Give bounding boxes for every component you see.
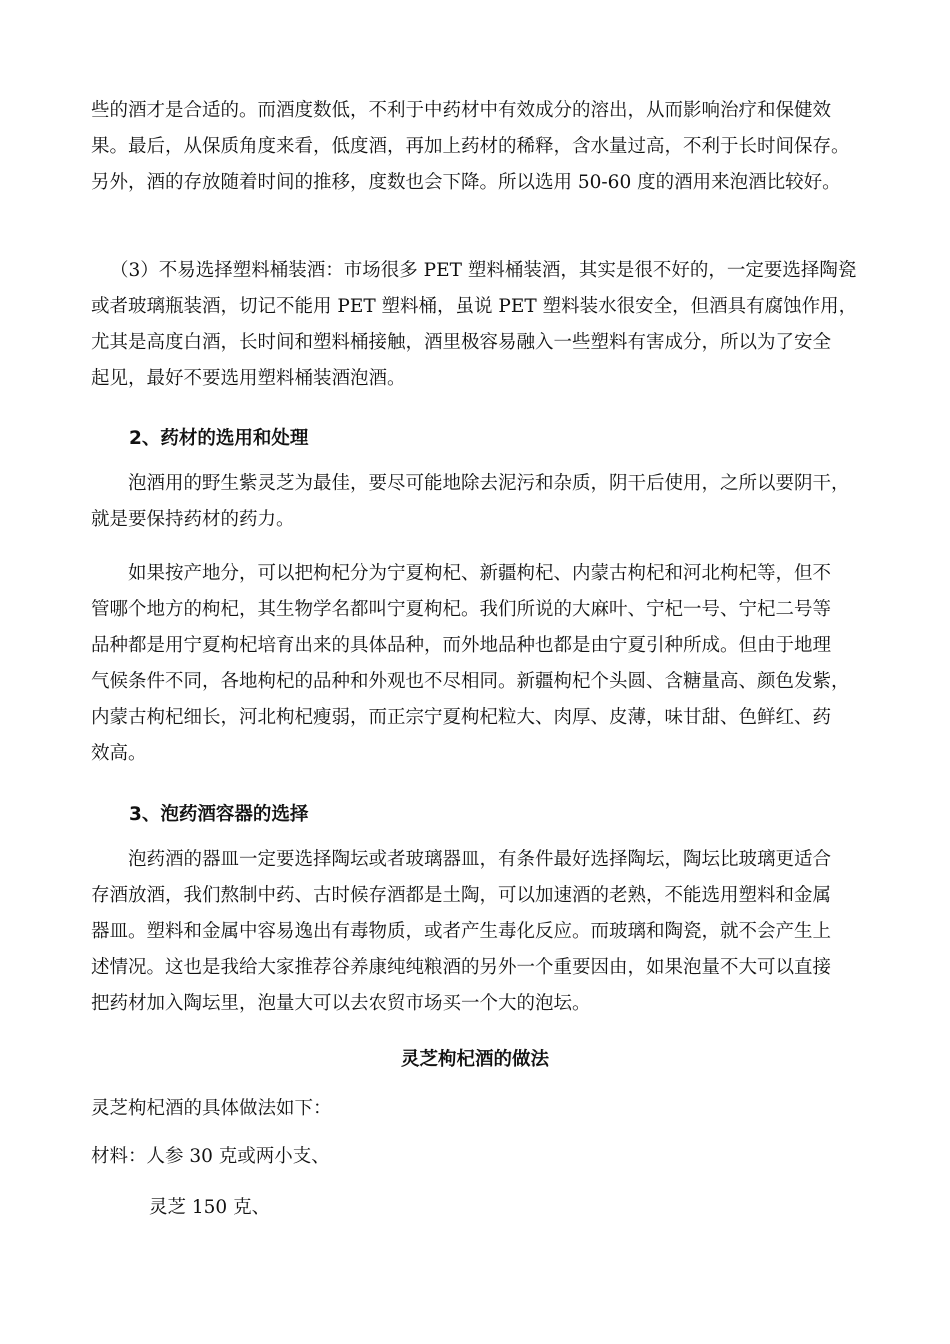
recipe-intro: 灵芝枸杞酒的具体做法如下：	[91, 1098, 332, 1119]
text-line: 就是要保持药材的药力。	[91, 509, 295, 530]
text-line: 品种都是用宁夏枸杞培育出来的具体品种，而外地品种也都是由宁夏引种所成。但由于地理	[91, 635, 832, 656]
materials-line: 材料：人参 30 克或两小支、	[91, 1146, 330, 1167]
paragraph-container	[91, 842, 861, 1022]
paragraph-alcohol-degree	[91, 93, 861, 201]
text-line: 泡药酒的器皿一定要选择陶坛或者玻璃器皿，有条件最好选择陶坛，陶坛比玻璃更适合	[128, 849, 832, 870]
text-line: 把药材加入陶坛里，泡量大可以去农贸市场买一个大的泡坛。	[91, 993, 591, 1014]
text-line: 效高。	[91, 743, 147, 764]
text-line: 尤其是高度白酒，长时间和塑料桶接触，酒里极容易融入一些塑料有害成分，所以为了安全	[91, 332, 832, 353]
section-heading-herbs: 2、药材的选用和处理	[129, 428, 309, 449]
section-heading-container: 3、泡药酒容器的选择	[129, 804, 309, 825]
text-line: （3）不易选择塑料桶装酒：市场很多 PET 塑料桶装酒，其实是很不好的，一定要选择陶瓷	[110, 260, 857, 281]
text-line: 些的酒才是合适的。而酒度数低，不利于中药材中有效成分的溶出，从而影响治疗和保健效	[91, 100, 832, 121]
paragraph-goji-origin	[91, 556, 861, 772]
text-line: 气候条件不同，各地枸杞的品种和外观也不尽相同。新疆枸杞个头圆、含糖量高、颜色发紫，	[91, 671, 850, 692]
text-line: 述情况。这也是我给大家推荐谷养康纯纯粮酒的另外一个重要因由，如果泡量不大可以直接	[91, 957, 832, 978]
materials-item: 灵芝 150 克、	[149, 1197, 271, 1218]
text-line: 另外，酒的存放随着时间的推移，度数也会下降。所以选用 50-60 度的酒用来泡酒比较好。	[91, 172, 841, 193]
text-line: 或者玻璃瓶装酒，切记不能用 PET 塑料桶，虽说 PET 塑料装水很安全，但酒具有腐蚀作用，	[91, 296, 858, 317]
text-line: 泡酒用的野生紫灵芝为最佳，要尽可能地除去泥污和杂质，阴干后使用，之所以要阴干，	[128, 473, 850, 494]
text-line: 器皿。塑料和金属中容易逸出有毒物质，或者产生毒化反应。而玻璃和陶瓷，就不会产生上	[91, 921, 832, 942]
recipe-title: 灵芝枸杞酒的做法	[400, 1049, 549, 1070]
text-line: 起见，最好不要选用塑料桶装酒泡酒。	[91, 368, 406, 389]
text-line: 果。最后，从保质角度来看，低度酒，再加上药材的稀释，含水量过高，不利于长时间保存。	[91, 136, 850, 157]
text-line: 管哪个地方的枸杞，其生物学名都叫宁夏枸杞。我们所说的大麻叶、宁杞一号、宁杞二号等	[91, 599, 832, 620]
text-line: 如果按产地分，可以把枸杞分为宁夏枸杞、新疆枸杞、内蒙古枸杞和河北枸杞等，但不	[128, 563, 832, 584]
paragraph-lingzhi	[91, 466, 861, 538]
text-line: 存酒放酒，我们熬制中药、古时候存酒都是土陶，可以加速酒的老熟，不能选用塑料和金属	[91, 885, 832, 906]
paragraph-plastic-barrel	[91, 253, 880, 397]
text-line: 内蒙古枸杞细长，河北枸杞瘦弱，而正宗宁夏枸杞粒大、肉厚、皮薄，味甘甜、色鲜红、药	[91, 707, 832, 728]
